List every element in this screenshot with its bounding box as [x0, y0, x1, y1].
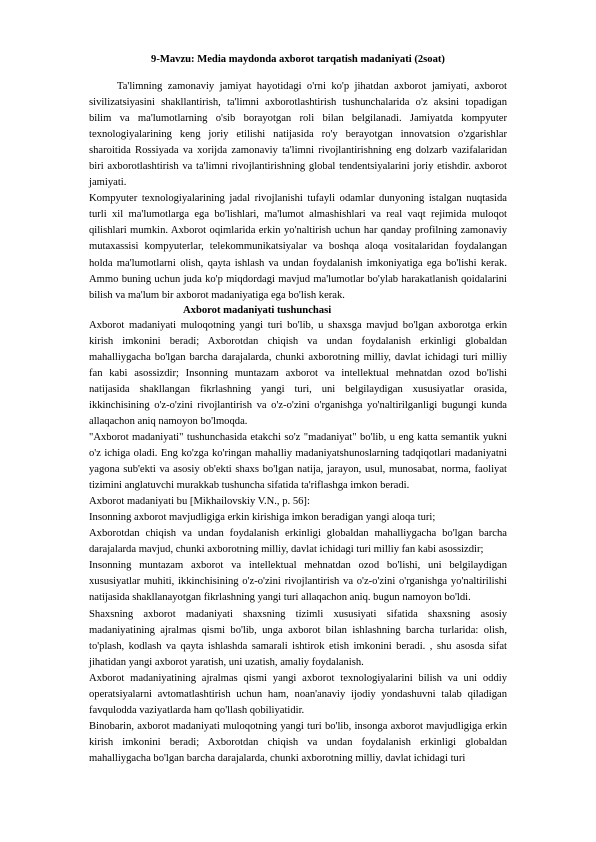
document-title: 9-Mavzu: Media maydonda axborot tarqatish madaniyati (2soat) [151, 54, 445, 65]
paragraph: Binobarin, axborot madaniyati muloqotning yangi turi bo'lib, insonga axborot mavjudligiga erkin kirish imkonini beradi; Axborotdan chiqish va undan foydalanish erkinligi globaldan mahalliygacha bo'lgan barcha darajalarda, chunki axborotning milliy, davlat ichidagi turi [89, 720, 507, 764]
paragraph: Insonning muntazam axborot va intellektual mehnatdan ozod bo'lishi, uni belgilaydigan xususiyatlar muhiti, ikkinchisining o'z-o'zini rivojlantirish va o'z-o'zini o'rganishga yo'naltirilishi natijasida shakllanayotgan fikrlashning yangi turi allaqachon aniq. bugun namoyon bo'ldi. [89, 560, 507, 604]
paragraph: Insonning axborot mavjudligiga erkin kirishiga imkon beradigan yangi aloqa turi; [89, 512, 436, 524]
paragraph: Axborotdan chiqish va undan foydalanish erkinligi globaldan mahalliygacha bo'lgan barcha darajalarda mavjud, chunki axborotning milliy, davlat ichidagi turi milliy fan kabi asossizdir; [89, 528, 507, 556]
document-page [89, 52, 507, 767]
paragraph: Axborot madaniyati bu [Mikhailovskiy V.N., p. 56]: [89, 496, 310, 508]
section-heading: Axborot madaniyati tushunchasi [183, 304, 332, 316]
paragraph: Axborot madaniyati muloqotning yangi turi bo'lib, u shaxsga mavjud bo'lgan axborotga erkin kirish imkonini beradi; Axborotdan chiqish va undan foydalanish erkinligi globaldan mahalliygacha bo'lgan barcha darajalarda, chunki axborotning milliy, davlat ichidagi turi milliy fan kabi asossizdir; Insonning muntazam axborot va intellektual mehnatdan ozod bo'lishi natijasida shakllangan fikrlashning yangi turi, uni belgilaydigan xususiyatlar orasida, ikkinchisining o'z-o'zini rivojlantirish va o'z-o'zini o'rganishga yo'naltirilganligi bugungi kunda allaqachon aniq namoyon bo'lmoqda. [89, 319, 507, 427]
paragraph: Shaxsning axborot madaniyati shaxsning tizimli xususiyati sifatida shaxsning asosiy madaniyatining ajralmas qismi bo'lib, unga axborot bilan ishlashning barcha turlarida: olish, to'plash, kodlash va qayta ishlashda samarali ishtirok etish imkonini beradi. , shu asosda sifat jihatidan yangi axborot yaratish, uni uzatish, amaliy foydalanish. [89, 608, 507, 668]
paragraph: "Axborot madaniyati" tushunchasida etakchi so'z "madaniyat" bo'lib, u eng katta semantik yukni o'z ichiga oladi. Eng ko'zga ko'ringan mahalliy madaniyatshunoslarning tadqiqotlari madaniyatni yagona sub'ekti va asosiy ob'ekti shaxs bo'lgan natija, jarayon, usul, munosabat, norma, faoliyat tizimini anglatuvchi murakkab tushuncha sifatida ta'riflashga imkon beradi. [89, 431, 507, 492]
paragraph: Kompyuter texnologiyalarining jadal rivojlanishi tufayli odamlar dunyoning istalgan nuqtasida turli xil ma'lumotlarga ega bo'lishlari, ma'lumot almashishlari va real vaqt rejimida muloqot qilishlari mumkin. Axborot oqimlarida erkin yo'naltirish uchun har qanday profilning zamonaviy mutaxassisi kompyuterlar, telekommunikatsiyalar va boshqa aloqa vositalaridan foydalangan holda ma'lumotlarni olish, qayta ishlash va undan foydalanish imkoniyatiga ega bo'lishi kerak. Ammo buning uchun juda ko'p miqdordagi mavjud ma'lumotlar bo'ylab harakatlanish qoidalarini bilish va ma'lum bir axborot madaniyatiga ega bo'lish kerak. [89, 193, 507, 301]
paragraph: Axborot madaniyatining ajralmas qismi yangi axborot texnologiyalarini bilish va uni oddiy operatsiyalarni avtomatlashtirish uchun ham, noan'anaviy ijodiy yondashuvni talab qiladigan favqulodda vaziyatlarda ham qo'llash qobiliyatidir. [89, 672, 507, 716]
paragraph: Ta'limning zamonaviy jamiyat hayotidagi o'rni ko'p jihatdan axborot jamiyati, axborot sivilizatsiyasini shakllantirish, ta'limni axborotlashtirish tushunchalarida o'z aksini topadigan bilim va ma'lumotlarning o'sib borayotgan roli bilan belgilanadi. Jamiyatda kompyuter texnologiyalarining keng joriy etilishi natijasida ro'y berayotgan innovatsion o'zgarishlar sharoitida Rossiyada va xorijda zamonaviy ta'limni rivojlantirishning eng dolzarb vazifalaridan biri axborotlashtirish va ta'limni rivojlantirishning global tendentsiyalarini joriy etishdir. axborot jamiyati. [89, 81, 507, 189]
